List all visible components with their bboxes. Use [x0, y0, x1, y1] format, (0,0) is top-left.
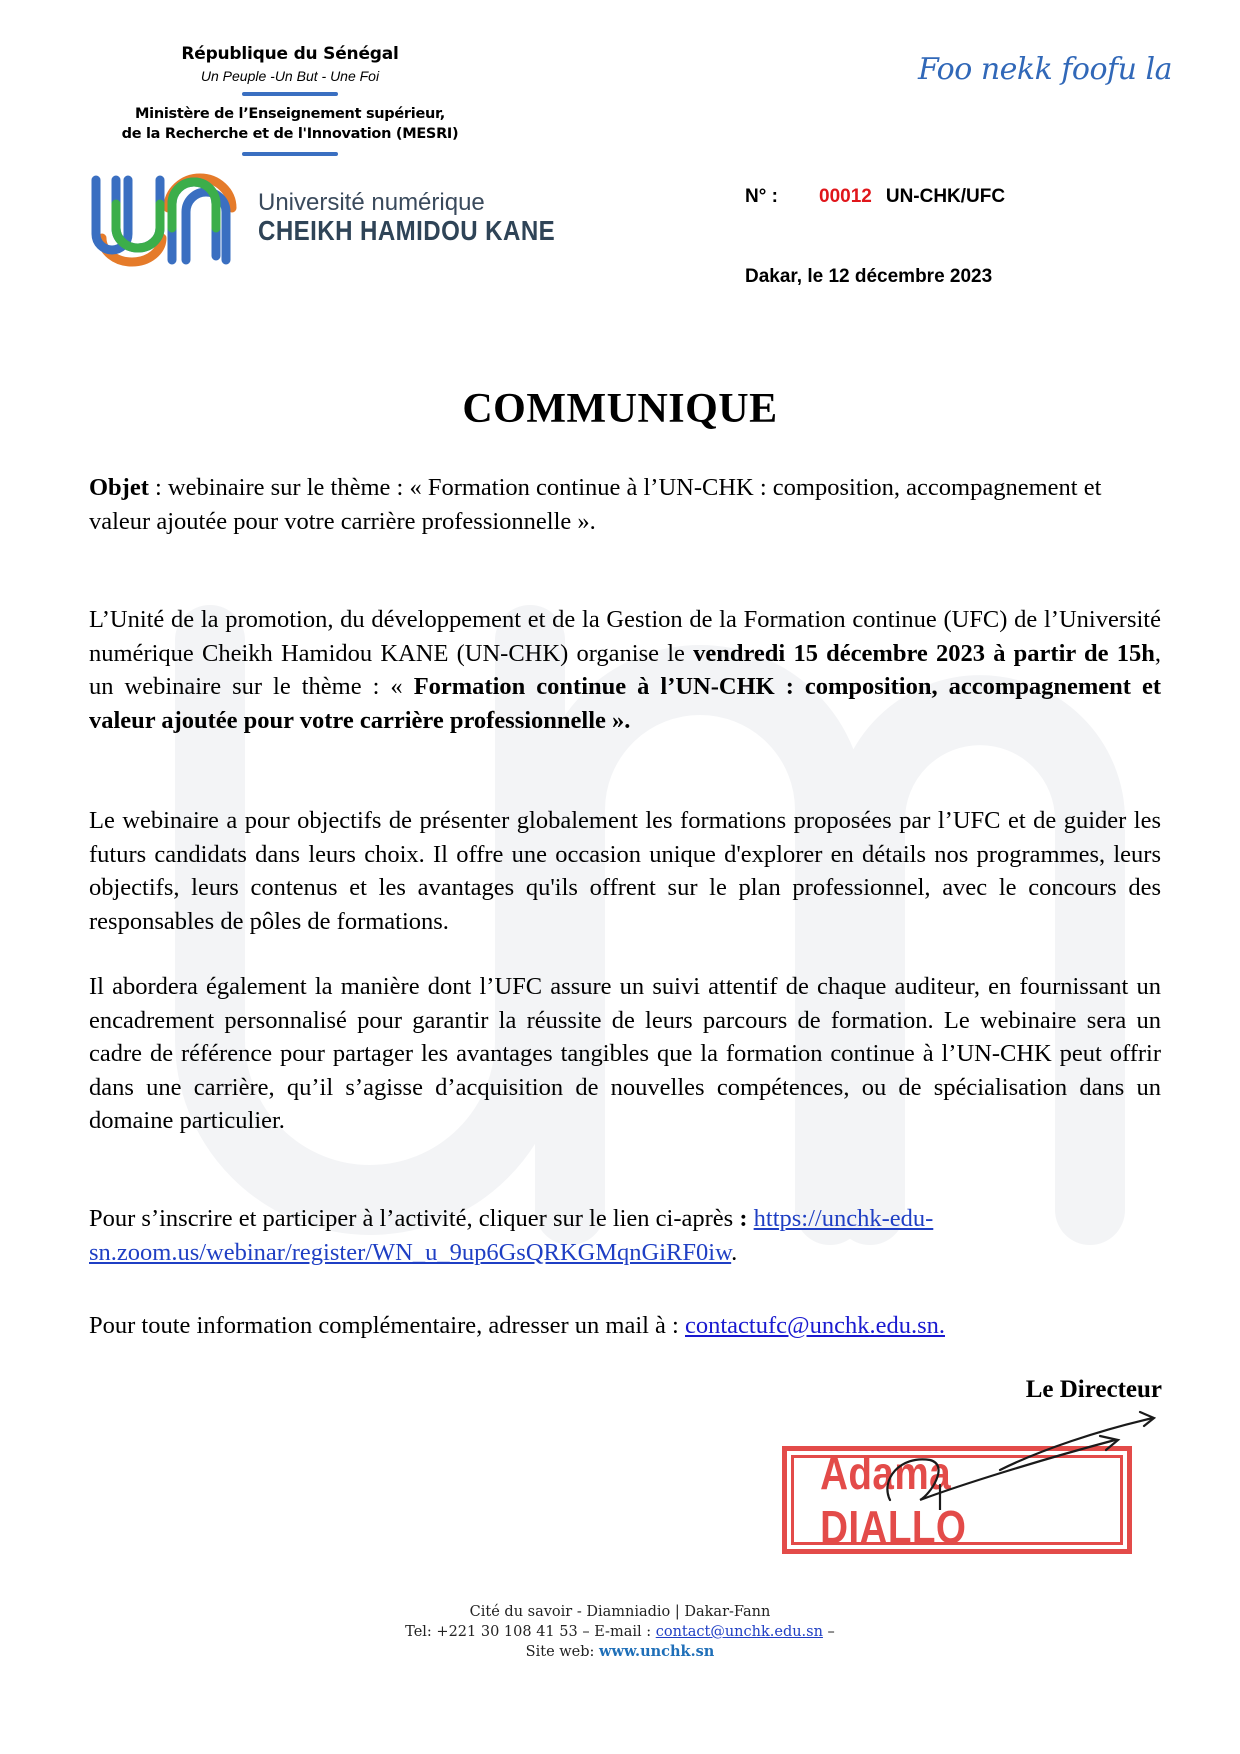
- footer: [0, 1602, 1240, 1662]
- signer-title: Le Directeur: [1025, 1376, 1162, 1403]
- divider: [242, 152, 338, 156]
- reference-code: UN-CHK/UFC: [885, 186, 1006, 207]
- contact-email-link[interactable]: contactufc@unchk.edu.sn.: [685, 1312, 945, 1339]
- un-logo-icon: [86, 168, 238, 268]
- registration-paragraph: [89, 1202, 1161, 1269]
- subject-label: Objet: [89, 474, 149, 501]
- subject-text: : webinaire sur le thème : « Formation continue à l’UN-CHK : composition, accompagnement et valeur ajoutée pour votre carrière professionnelle ».: [89, 474, 1102, 535]
- contact-text: Pour toute information complémentaire, adresser un mail à :: [89, 1312, 685, 1339]
- subject-line: [89, 471, 1161, 538]
- footer-web-label: Site web:: [525, 1644, 600, 1660]
- university-name-line-1: Université numérique: [258, 189, 485, 216]
- paragraph-objectives: Le webinaire a pour objectifs de présenter globalement les formations proposées par l’UFC et de guider les futurs candidats dans leurs choix. Il offre une occasion unique d'explorer en détails nos programmes, leurs objectifs, leurs contenus et les avantages qu'ils offrent sur le plan professionnel, avec le concours des responsables de pôles de formations.: [89, 807, 1161, 935]
- footer-website-link[interactable]: www.unchk.sn: [599, 1643, 715, 1660]
- registration-link[interactable]: https://unchk-edu-sn.zoom.us/webinar/register/WN_u_9up6GsQRKGMqnGiRF0iw: [89, 1205, 934, 1266]
- footer-website-line: [0, 1642, 1240, 1662]
- footer-email-link[interactable]: contact@unchk.edu.sn: [655, 1624, 823, 1640]
- event-date: vendredi 15 décembre 2023 à partir de 15h: [693, 639, 1155, 667]
- colon: :: [739, 1205, 748, 1232]
- contact-paragraph: [89, 1309, 1161, 1343]
- registration-text: Pour s’inscrire et participer à l’activité, cliquer sur le lien ci-après: [89, 1205, 740, 1232]
- page-title: COMMUNIQUE: [462, 386, 778, 432]
- reference-number-value: 00012: [819, 186, 872, 207]
- university-name-line-2: CHEIKH HAMIDOU KANE: [258, 215, 556, 246]
- footer-dash: –: [822, 1624, 835, 1640]
- stamp-name: Adama DIALLO: [820, 1447, 967, 1553]
- paragraph-announcement: [89, 603, 1161, 737]
- event-theme: Formation continue à l’UN-CHK : composition, accompagnement et valeur ajoutée pour votre carrière professionnelle ».: [89, 673, 1161, 734]
- footer-address: Cité du savoir - Diamniadio | Dakar-Fann: [469, 1604, 771, 1620]
- document-date: Dakar, le 12 décembre 2023: [745, 266, 993, 287]
- reference-number: [745, 186, 1005, 208]
- ministry-line-2: de la Recherche et de l'Innovation (MESRI): [121, 126, 459, 142]
- period: .: [731, 1238, 738, 1266]
- slogan: Foo nekk foofu la: [918, 52, 1172, 87]
- reference-label: N° :: [745, 186, 778, 207]
- ministry-line-1: Ministère de l’Enseignement supérieur,: [135, 106, 445, 122]
- divider: [242, 92, 338, 96]
- country-name: République du Sénégal: [181, 44, 399, 64]
- national-motto: Un Peuple -Un But - Une Foi: [200, 68, 380, 84]
- footer-phone: Tel: +221 30 108 41 53 – E-mail :: [405, 1624, 656, 1640]
- university-logo: [86, 168, 604, 268]
- official-stamp: [782, 1446, 1132, 1554]
- header-institution: [80, 40, 500, 164]
- footer-contact: [0, 1622, 1240, 1642]
- paragraph-follow-up: Il abordera également la manière dont l’UFC assure un suivi attentif de chaque auditeur, en fournissant un encadrement personnalisé pour garantir la réussite de leurs parcours de formation. Le webinaire sera un cadre de référence pour partager les avantages tangibles que la formation continue à l’UN-CHK peut offrir dans une carrière, qu’il s’agisse d’acquisition de nouvelles compétences, ou de spécialisation dans un domaine particulier.: [89, 973, 1161, 1134]
- paragraph-text: L’Unité de la promotion, du développement et de la Gestion de la Formation continue (UFC) de l’Université numérique Cheikh Hamidou KANE (UN-CHK) organise le: [89, 606, 1161, 667]
- paragraph-text: , un webinaire sur le thème : «: [89, 639, 1161, 700]
